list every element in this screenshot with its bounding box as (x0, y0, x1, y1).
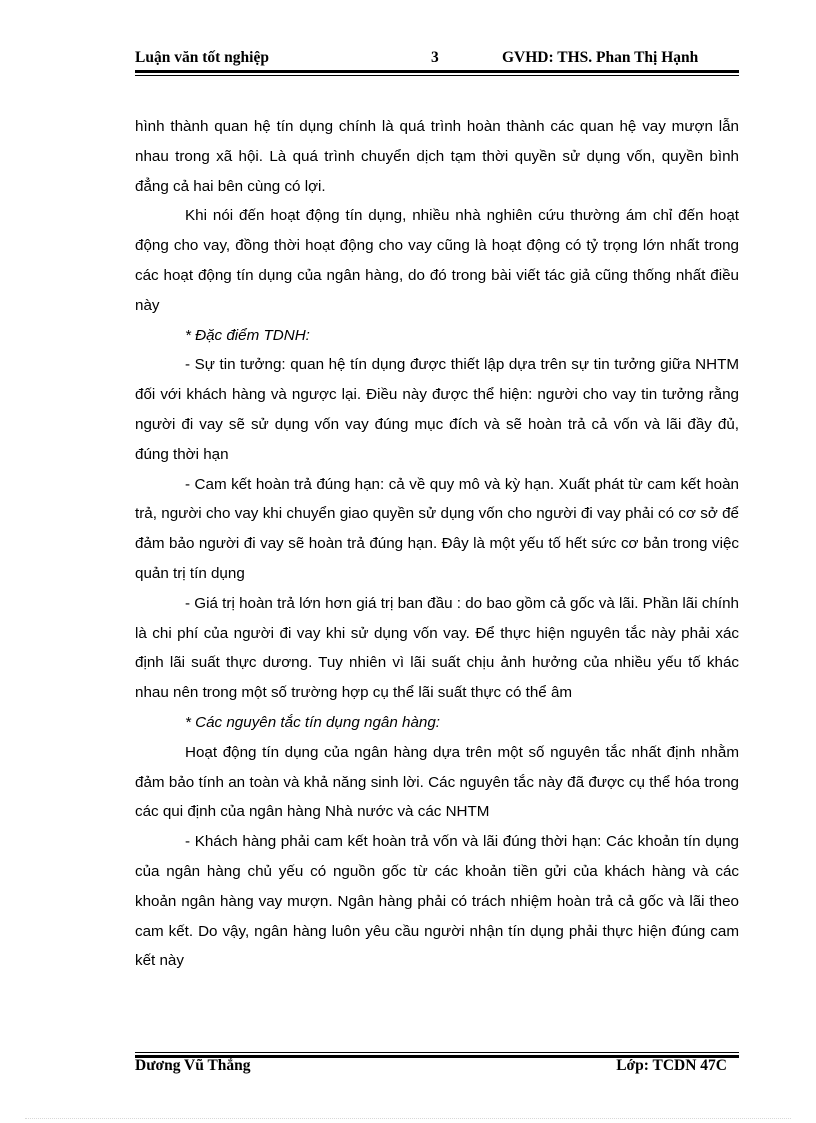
page-header (135, 47, 739, 71)
header-rule-thick (135, 70, 739, 73)
paragraph-credit-activity: Khi nói đến hoạt động tín dụng, nhiều nhà nghiên cứu thường ám chỉ đến hoạt động cho vay, đồng thời hoạt động cho vay cũng là hoạt động có tỷ trọng lớn nhất trong các hoạt động tín dụng của ngân hàng, do đó trong bài viết tác giả cũng thống nhất điều này (135, 207, 739, 314)
header-supervisor: GVHD: THS. Phan Thị Hạnh (502, 49, 699, 66)
page-edge-divider (25, 1118, 791, 1119)
header-rule-thin (135, 75, 739, 76)
document-body (135, 112, 739, 976)
section-heading-characteristics: * Đặc điểm TDNH: (185, 326, 310, 344)
paragraph-continuation: hình thành quan hệ tín dụng chính là quá trình hoàn thành các quan hệ vay mượn lẫn nhau trong xã hội. Là quá trình chuyển dịch tạm thời quyền sử dụng vốn, quyền bình đẳng cả hai bên cùng có lợi. (135, 118, 739, 195)
section-heading-principles: * Các nguyên tắc tín dụng ngân hàng: (185, 713, 441, 731)
footer-class: Lớp: TCDN 47C (616, 1057, 727, 1074)
paragraph-customer-commitment: - Khách hàng phải cam kết hoàn trả vốn và lãi đúng thời hạn: Các khoản tín dụng của ngân hàng chủ yếu có nguồn gốc từ các khoản tiền gửi của khách hàng và các khoản ngân hàng vay mượn. Ngân hàng phải có trách nhiệm hoàn trả cả gốc và lãi theo cam kết. Do vậy, ngân hàng luôn yêu cầu người nhận tín dụng phải thực hiện đúng cam kết này (135, 833, 739, 970)
footer-rule-thin (135, 1052, 739, 1053)
footer-author: Dương Vũ Thắng (135, 1057, 251, 1074)
header-page-number: 3 (431, 49, 439, 66)
page-footer (135, 1055, 739, 1079)
paragraph-repayment-value: - Giá trị hoàn trả lớn hơn giá trị ban đầu : do bao gồm cả gốc và lãi. Phần lãi chính là chi phí của người đi vay khi sử dụng vốn vay. Để thực hiện nguyên tắc này phải xác định lãi suất thực dương. Tuy nhiên vì lãi suất chịu ảnh hưởng của nhiều yếu tố khác nhau nên trong một số trường hợp cụ thể lãi suất thực có thể âm (135, 594, 739, 702)
paragraph-repayment-commitment: - Cam kết hoàn trả đúng hạn: cả về quy mô và kỳ hạn. Xuất phát từ cam kết hoàn trả, người cho vay khi chuyển giao quyền sử dụng vốn cho người đi vay phải có cơ sở để đảm bảo người đi vay sẽ hoàn trả đúng hạn. Đây là một yếu tố hết sức cơ bản trong việc quản trị tín dụng (135, 475, 739, 582)
paragraph-principles-intro: Hoạt động tín dụng của ngân hàng dựa trên một số nguyên tắc nhất định nhằm đảm bảo tính an toàn và khả năng sinh lời. Các nguyên tắc này đã được cụ thể hóa trong các qui định của ngân hàng Nhà nước và các NHTM (135, 743, 739, 821)
header-thesis-title: Luận văn tốt nghiệp (135, 49, 269, 66)
paragraph-trust: - Sự tin tưởng: quan hệ tín dụng được thiết lập dựa trên sự tin tưởng giữa NHTM đối với khách hàng và ngược lại. Điều này được thể hiện: người cho vay tin tưởng rằng người đi vay sẽ sử dụng vốn vay đúng mục đích và sẽ hoàn trả cả vốn và lãi đầy đủ, đúng thời hạn (135, 356, 739, 463)
